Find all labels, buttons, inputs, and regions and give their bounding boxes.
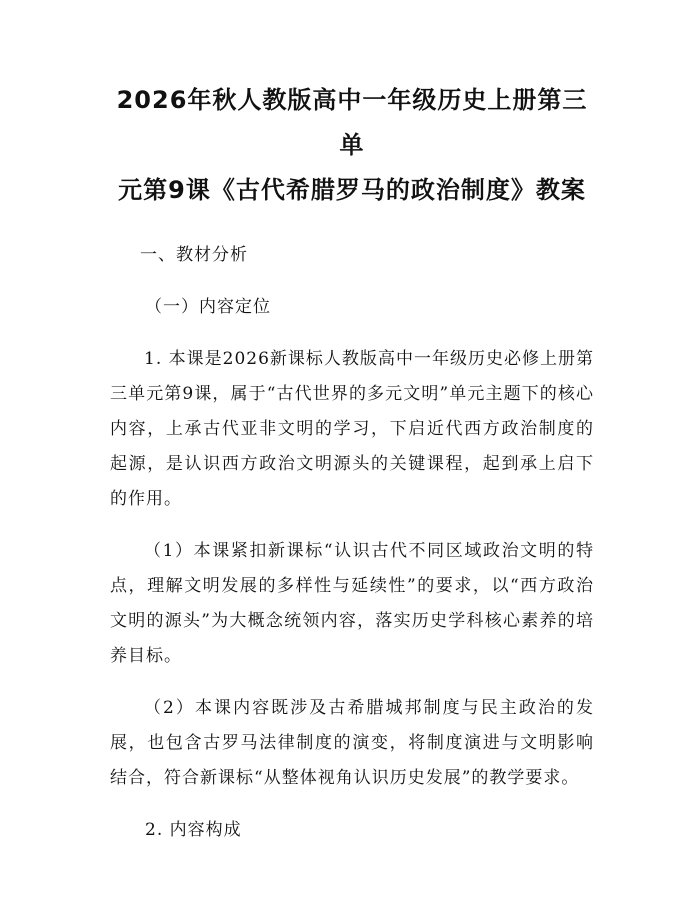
title-line-1: 2026年秋人教版高中一年级历史上册第三单	[116, 86, 588, 159]
paragraph-1: 1. 本课是2026新课标人教版高中一年级历史必修上册第三单元第9课，属于“古代世界的多元文明”单元主题下的核心内容，上承古代亚非文明的学习，下启近代西方政治制度的起源，是认识西方政治文明源头的关键课程，起到承上启下的作用。	[110, 349, 594, 509]
paragraph-2: （1）本课紧扣新课标“认识古代不同区域政治文明的特点，理解文明发展的多样性与延续性”的要求，以“西方政治文明的源头”为大概念统领内容，落实历史学科核心素养的培养目标。	[110, 541, 594, 666]
title-line-2: 元第9课《古代希腊罗马的政治制度》教案	[118, 176, 586, 204]
section-heading: 一、教材分析	[140, 245, 248, 265]
document-title	[110, 78, 594, 213]
paragraph-3: （2）本课内容既涉及古希腊城邦制度与民主政治的发展，也包含古罗马法律制度的演变，将制度演进与文明影响结合，符合新课标“从整体视角认识历史发展”的教学要求。	[110, 698, 594, 788]
item-heading: 2. 内容构成	[145, 820, 242, 840]
subsection-heading: （一）内容定位	[145, 297, 271, 317]
